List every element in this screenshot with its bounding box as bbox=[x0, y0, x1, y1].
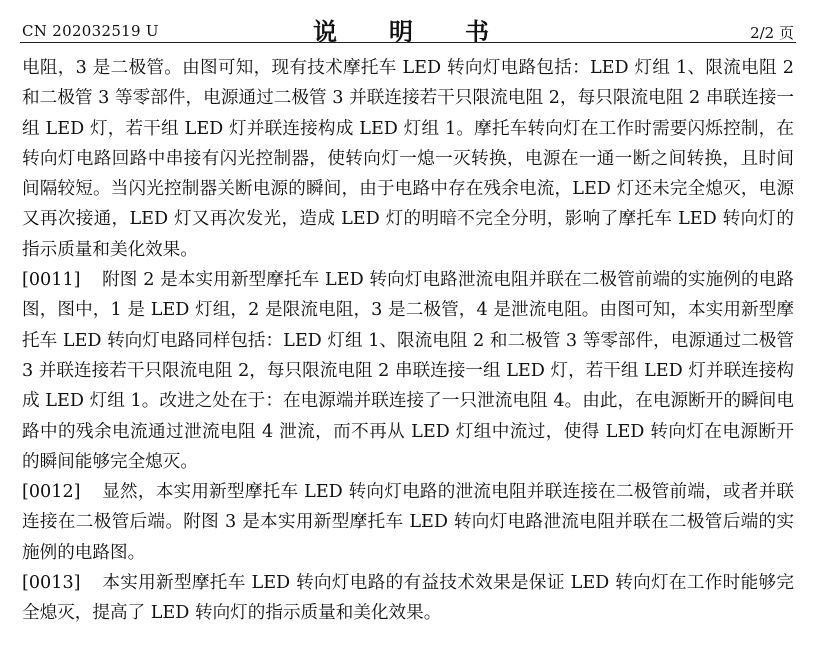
paragraph-number: [0013] bbox=[22, 573, 81, 594]
page-header bbox=[22, 10, 794, 44]
paragraph-continued bbox=[22, 53, 794, 265]
paragraph-number: [0012] bbox=[22, 482, 81, 503]
paragraph-number: [0011] bbox=[22, 270, 81, 291]
paragraph-text: 附图 2 是本实用新型摩托车 LED 转向灯电路泄流电阻并联在二极管前端的实施例的电路图，图中，1 是 LED 灯组，2 是限流电阻，3 是二极管，4 是泄流电阻。由图可知，本实用新型摩托车 LED 转向灯电路同样包括：LED 灯组 1、限流电阻 2 和二极管 3 等零部件，电源通过二极管 3 并联连接若干只限流电阻 2，每只限流电阻 2 串联连接一组 LED 灯，若干组 LED 灯并联连接构成 LED 灯组 1。改进之处在于：在电源端并联连接了一只泄流电阻 4。由此，在电源断开的瞬间电路中的残余电流通过泄流电阻 4 泄流，而不再从 LED 灯组中流过，使得 LED 转向灯在电源断开的瞬间能够完全熄灭。 bbox=[22, 270, 794, 472]
paragraph-0011 bbox=[22, 265, 794, 477]
patent-number: CN 202032519 U bbox=[22, 22, 159, 40]
page-title: 说 明 书 bbox=[313, 17, 503, 46]
paragraph-text: 电阻，3 是二极管。由图可知，现有技术摩托车 LED 转向灯电路包括：LED 灯组 1、限流电阻 2 和二极管 3 等零部件，电源通过二极管 3 并联连接若干只限流电阻 2，每只限流电阻 2 串联连接一组 LED 灯，若干组 LED 灯并联连接构成 LED 灯组 1。摩托车转向灯在工作时需要闪烁控制，在转向灯电路回路中串接有闪光控制器，使转向灯一熄一灭转换，电源在一通一断之间转换，且时间间隔较短。当闪光控制器关断电源的瞬间，由于电路中存在残余电流，LED 灯还未完全熄灭，电源又再次接通，LED 灯又再次发光，造成 LED 灯的明暗不完全分明，影响了摩托车 LED 转向灯的指示质量和美化效果。 bbox=[22, 58, 794, 260]
header-divider bbox=[20, 42, 796, 43]
paragraph-text: 本实用新型摩托车 LED 转向灯电路的有益技术效果是保证 LED 转向灯在工作时能够完全熄灭，提高了 LED 转向灯的指示质量和美化效果。 bbox=[22, 573, 794, 624]
paragraph-text: 显然，本实用新型摩托车 LED 转向灯电路的泄流电阻并联连接在二极管前端，或者并联连接在二极管后端。附图 3 是本实用新型摩托车 LED 转向灯电路泄流电阻并联在二极管后端的实施例的电路图。 bbox=[22, 482, 794, 563]
paragraph-0013 bbox=[22, 568, 794, 629]
page-indicator: 2/2 页 bbox=[750, 24, 794, 42]
paragraph-0012 bbox=[22, 477, 794, 568]
document-body bbox=[22, 53, 794, 629]
